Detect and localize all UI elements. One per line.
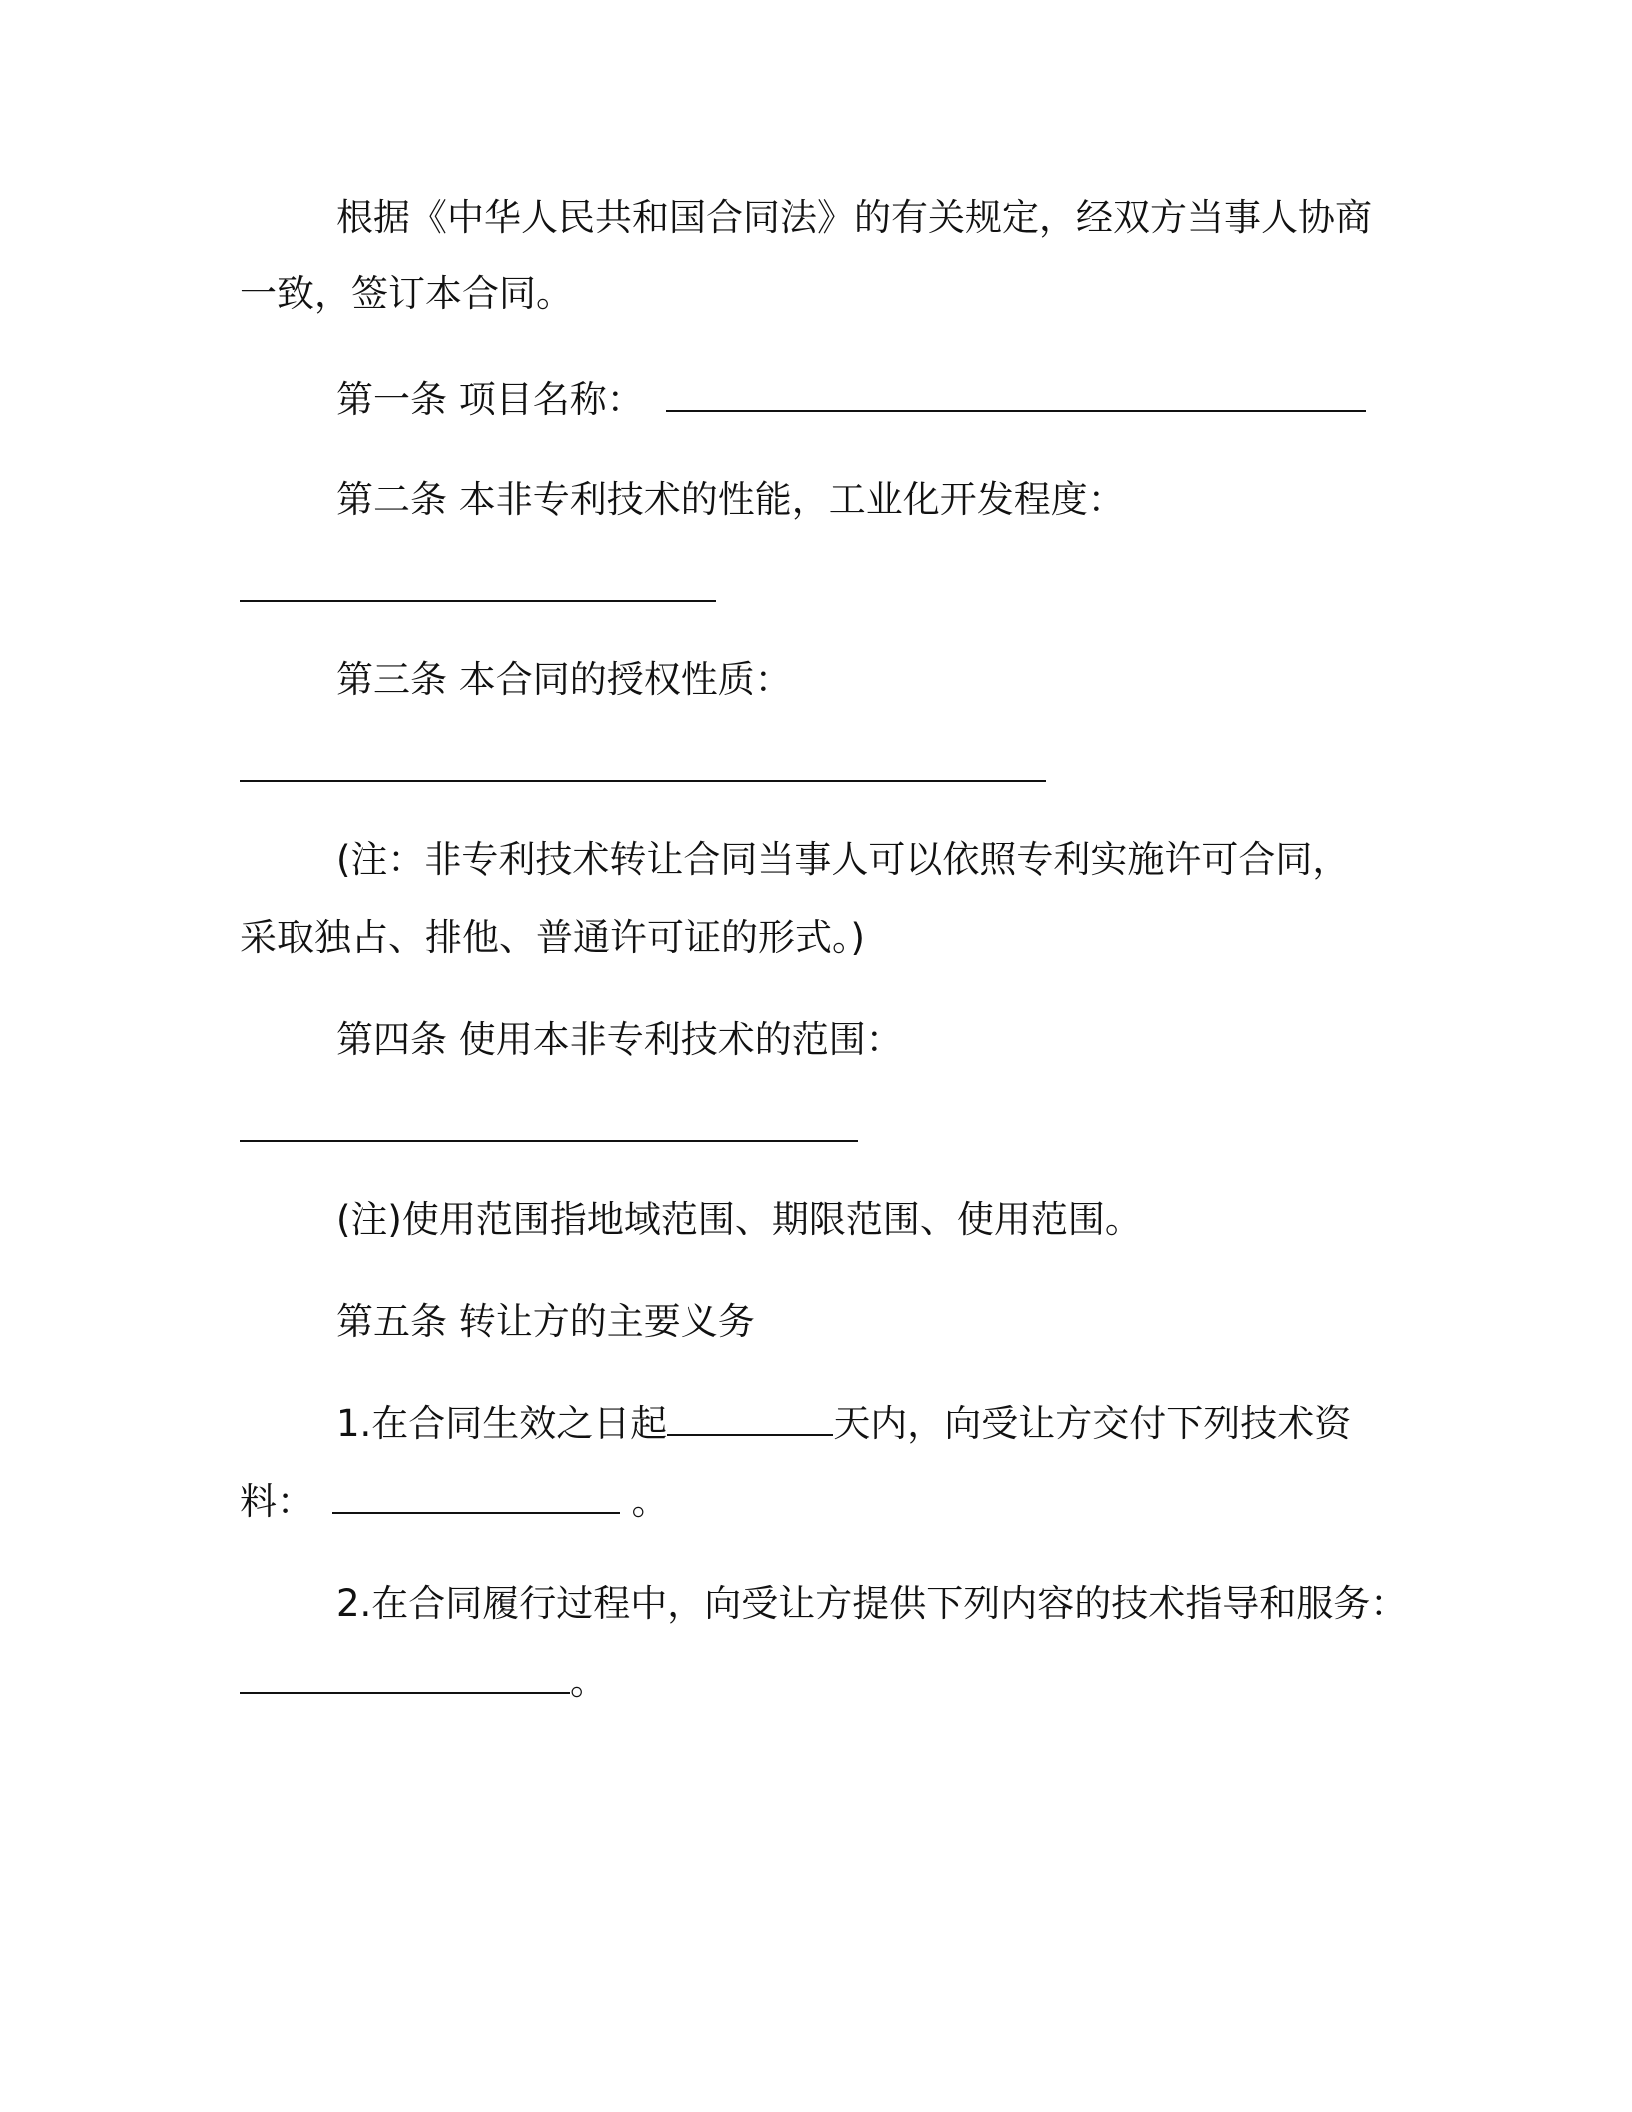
intro-paragraph-line-2 — [240, 270, 1400, 318]
item-1-end: 。 — [631, 1480, 669, 1523]
item-1-line-1 — [240, 1400, 1496, 1448]
days-blank[interactable] — [667, 1404, 833, 1436]
intro-paragraph-line-1 — [240, 194, 1496, 242]
note-1-text-2: 采取独占、排他、普通许可证的形式。) — [240, 916, 865, 959]
article-4-blank-line — [240, 1106, 1400, 1154]
note-1-line-1 — [240, 836, 1496, 884]
article-2 — [240, 476, 1496, 524]
intro-text-1: 根据《中华人民共和国合同法》的有关规定，经双方当事人协商 — [336, 196, 1372, 239]
intro-text-2: 一致，签订本合同。 — [240, 272, 573, 315]
item-2-line-2 — [240, 1658, 1400, 1706]
article-1 — [240, 376, 1496, 424]
article-5-label: 第五条 转让方的主要义务 — [336, 1300, 755, 1343]
authorization-nature-blank[interactable] — [240, 750, 1046, 782]
performance-blank[interactable] — [240, 570, 716, 602]
article-3-blank-line — [240, 746, 1400, 794]
item-2-end: 。 — [570, 1660, 607, 1703]
project-name-blank[interactable] — [666, 380, 1366, 412]
article-5 — [240, 1298, 1496, 1346]
article-2-blank-line — [240, 566, 1400, 614]
note-2-text: (注)使用范围指地域范围、期限范围、使用范围。 — [336, 1198, 1142, 1241]
article-4 — [240, 1016, 1496, 1064]
item-2-label: 2.在合同履行过程中，向受让方提供下列内容的技术指导和服务： — [336, 1582, 1408, 1625]
item-1-line-2-label: 料： — [240, 1480, 314, 1523]
usage-scope-blank[interactable] — [240, 1110, 858, 1142]
item-1-text-2: 天内，向受让方交付下列技术资 — [833, 1402, 1352, 1445]
technical-guidance-blank[interactable] — [240, 1662, 570, 1694]
technical-materials-blank[interactable] — [332, 1482, 620, 1514]
article-3 — [240, 656, 1496, 704]
item-2-line-1 — [240, 1580, 1496, 1628]
article-3-label: 第三条 本合同的授权性质： — [336, 658, 792, 701]
note-1-text-1: (注：非专利技术转让合同当事人可以依照专利实施许可合同， — [336, 838, 1350, 881]
article-1-label: 第一条 项目名称： — [336, 378, 644, 421]
article-4-label: 第四条 使用本非专利技术的范围： — [336, 1018, 903, 1061]
item-1-line-2 — [240, 1478, 1400, 1526]
note-2 — [240, 1196, 1496, 1244]
item-1-text-1: 1.在合同生效之日起 — [336, 1402, 668, 1445]
article-2-label: 第二条 本非专利技术的性能，工业化开发程度： — [336, 478, 1125, 521]
note-1-line-2 — [240, 914, 1400, 962]
